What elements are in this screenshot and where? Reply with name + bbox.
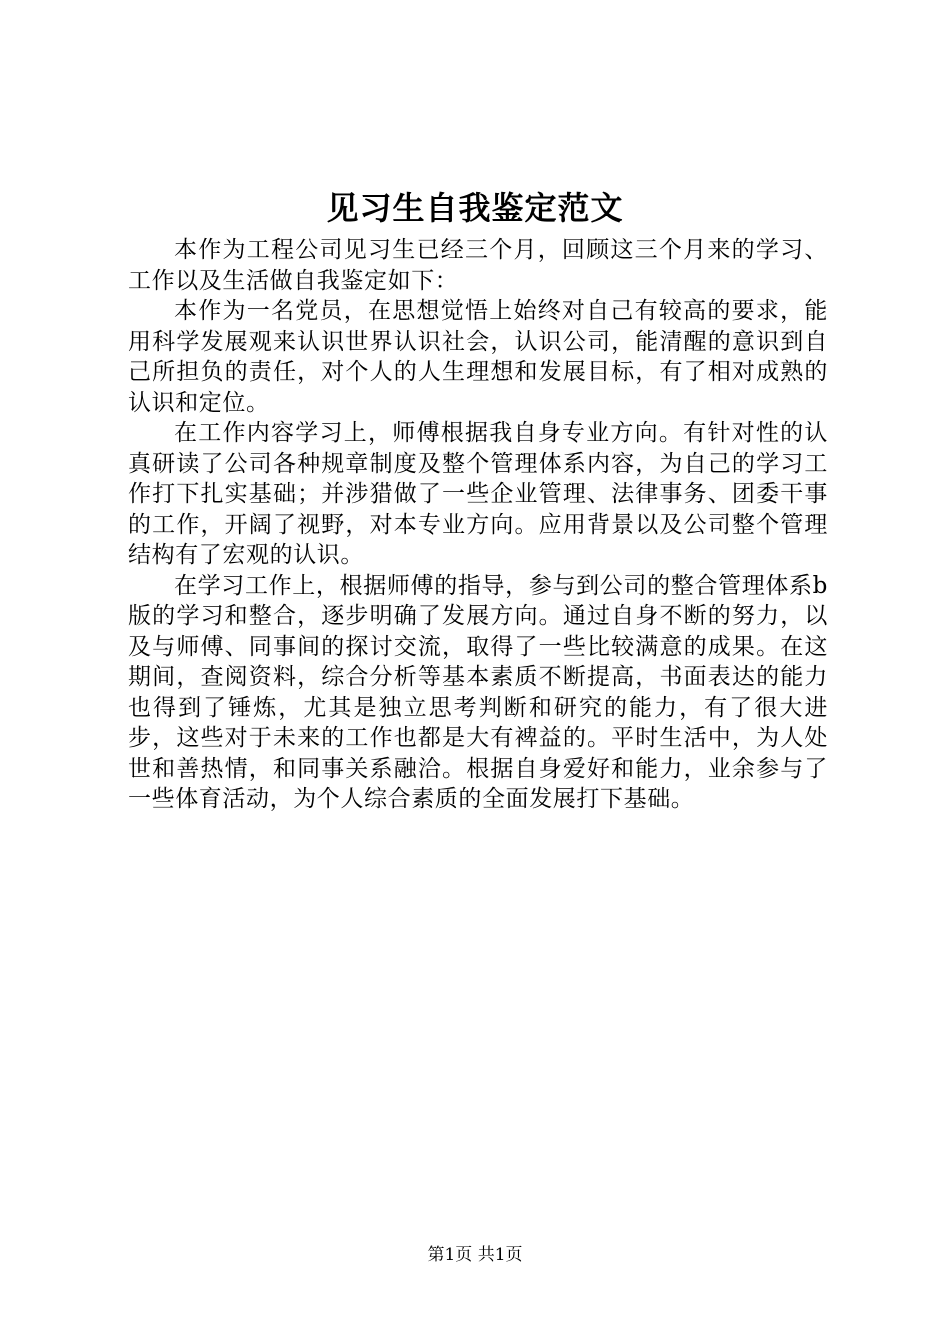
paragraph-ideology: 本作为一名党员，在思想觉悟上始终对自己有较高的要求，能用科学发展观来认识世界认识社会，认识公司，能清醒的意识到自己所担负的责任，对个人的人生理想和发展目标，有了相对成熟的认识和定位。 — [128, 298, 828, 416]
page-footer: 第1页 共1页 — [427, 1245, 523, 1265]
document-title: 见习生自我鉴定范文 — [326, 189, 624, 227]
document-body — [128, 235, 828, 815]
paragraph-work-study: 在工作内容学习上，师傅根据我自身专业方向。有针对性的认真研读了公司各种规章制度及整个管理体系内容，为自己的学习工作打下扎实基础；并涉猎做了一些企业管理、法律事务、团委干事的工作，开阔了视野，对本专业方向。应用背景以及公司整个管理结构有了宏观的认识。 — [128, 420, 828, 568]
paragraph-intro: 本作为工程公司见习生已经三个月，回顾这三个月来的学习、工作以及生活做自我鉴定如下： — [128, 237, 828, 294]
paragraph-study-work: 在学习工作上，根据师傅的指导，参与到公司的整合管理体系b版的学习和整合，逐步明确了发展方向。通过自身不断的努力，以及与师傅、同事间的探讨交流，取得了一些比较满意的成果。在这期间，查阅资料，综合分析等基本素质不断提高，书面表达的能力也得到了锤炼，尤其是独立思考判断和研究的能力，有了很大进步，这些对于未来的工作也都是大有裨益的。平时生活中，为人处世和善热情，和同事关系融洽。根据自身爱好和能力，业余参与了一些体育活动，为个人综合素质的全面发展打下基础。 — [128, 572, 828, 812]
